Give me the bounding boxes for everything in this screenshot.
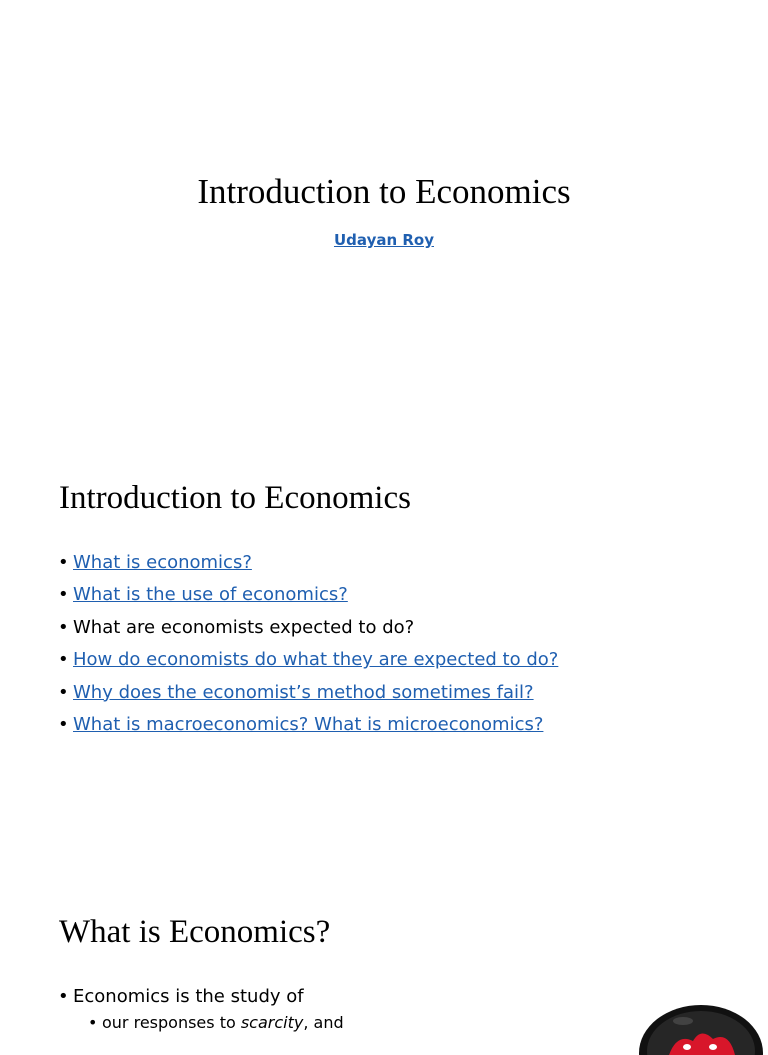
sub-bullet-emphasis: scarcity xyxy=(240,1013,304,1032)
author-line xyxy=(0,230,768,250)
economics-sub-bullet-list xyxy=(88,1012,344,1034)
contents-link-macro-micro[interactable]: What is macroeconomics? What is microeconomics? xyxy=(73,713,544,735)
contents-item[interactable] xyxy=(58,550,558,582)
contents-item xyxy=(58,615,558,647)
economics-heading: What is Economics? xyxy=(59,914,331,950)
title-slide xyxy=(0,0,768,430)
contents-link-use-of-economics[interactable]: What is the use of economics? xyxy=(73,584,348,606)
sub-bullet-after: , and xyxy=(303,1013,344,1032)
economics-bullet-text: Economics is the study of xyxy=(73,986,304,1007)
contents-item[interactable] xyxy=(58,582,558,614)
sub-bullet-before: our responses to xyxy=(102,1013,241,1032)
contents-link-method-fail[interactable]: Why does the economist’s method sometimes fail? xyxy=(73,681,534,703)
contents-item[interactable] xyxy=(58,647,558,679)
what-is-economics-slide xyxy=(0,860,768,1032)
cartoon-character-icon xyxy=(633,995,763,1055)
presentation-title: Introduction to Economics xyxy=(197,172,571,211)
contents-item[interactable] xyxy=(58,680,558,712)
contents-link-how-economists-do[interactable]: How do economists do what they are expected to do? xyxy=(73,649,559,671)
contents-link-what-is-economics[interactable]: What is economics? xyxy=(73,552,252,573)
contents-slide xyxy=(0,430,768,860)
contents-heading: Introduction to Economics xyxy=(59,480,411,516)
contents-text-economists-expected: What are economists expected to do? xyxy=(73,616,415,638)
contents-list xyxy=(58,550,558,744)
economics-sub-bullet xyxy=(88,1012,344,1034)
author-link[interactable]: Udayan Roy xyxy=(333,231,434,249)
contents-item[interactable] xyxy=(58,712,558,744)
